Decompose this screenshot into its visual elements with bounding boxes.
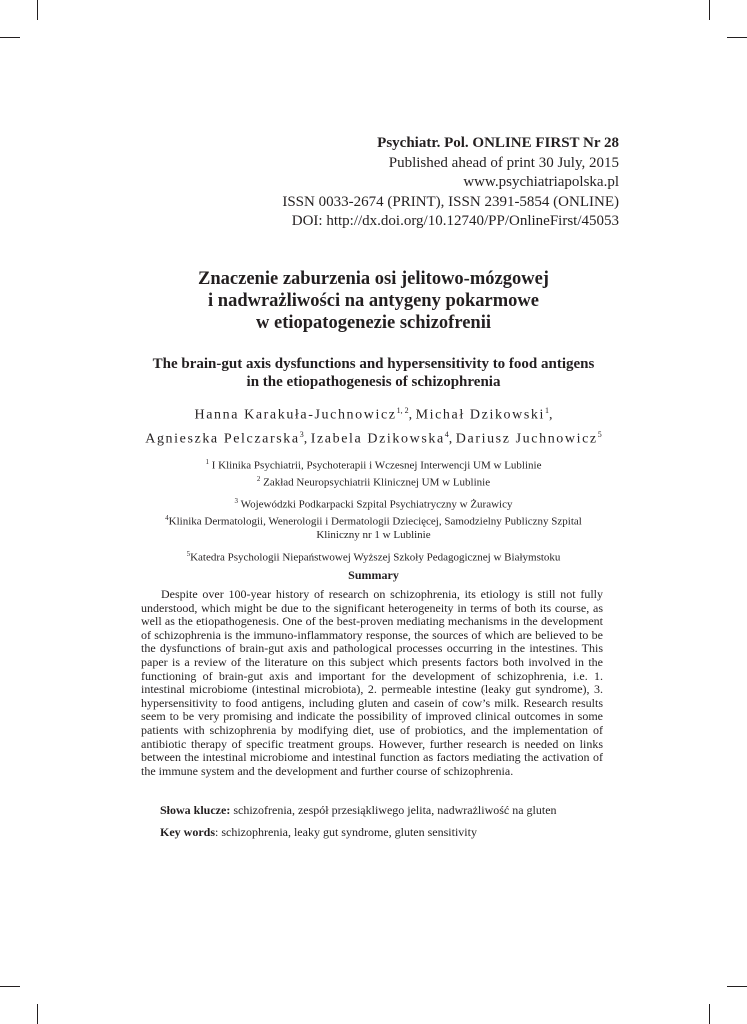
keywords-polish-text: schizofrenia, zespół przesiąkliwego jelita, nadwrażliwość na gluten (230, 803, 557, 817)
affiliation-text: Kliniczny nr 1 w Lublinie (316, 528, 431, 541)
summary-heading: Summary (348, 568, 399, 582)
author-affiliation-ref: 1, 2 (396, 406, 409, 415)
journal-name: Psychiatr. Pol. ONLINE FIRST Nr 28 (377, 135, 619, 151)
author-affiliation-ref: 4 (444, 429, 449, 439)
affiliation-text: Klinika Dermatologii, Wenerologii i Dermatologii Dziecięcej, Samodzielny Publiczny Szpital (168, 515, 582, 528)
author-separator: , (448, 431, 456, 447)
author-name: Agnieszka Pelczarska (145, 431, 300, 447)
crop-mark (0, 37, 20, 38)
affiliation (0, 495, 747, 512)
title-english-line: in the etiopathogenesis of schizophrenia (246, 374, 501, 390)
author-line (0, 425, 747, 449)
author-affiliation-ref: 3 (299, 429, 304, 439)
author-list (0, 401, 747, 448)
summary-text: Despite over 100-year history of research on schizophrenia, its etiology is still not fully understood, which might be due to the significant heterogeneity in terms of both its course, as well as the etiopathogenesis. One of the best-proven mediating mechanisms in the development of schizophrenia is the immuno-inflammatory response, the sources of which are believed to be the dysfunctions of brain-gut axis and pathological processes occurring in the intestines. This paper is a review of the literature on this subject which presents factors both involved in the functioning of brain-gut axis and important for the development of schizophrenia, i.e. 1. intestinal microbiome (intestinal microbiota), 2. permeable intestine (leaky gut syndrome), 3. hypersensitivity to food antigens, including gluten and casein of cow’s milk. Research results seem to be very promising and indicate the possibility of improved clinical outcomes in some patients with schizophrenia by modifying diet, use of probiotics, and the implementation of antibiotic therapy of specific treatment groups. However, further research is needed on links between the intestinal microbiome and intestinal function as factors mediating the activation of the immune system and the development and further course of schizophrenia. (141, 587, 603, 778)
crop-mark (709, 1004, 710, 1024)
keywords-polish (160, 803, 557, 818)
affiliation-number: 4 (165, 513, 169, 522)
affiliation-number: 2 (256, 474, 261, 483)
journal-header (282, 134, 619, 232)
affiliation-text: Wojewódzki Podkarpacki Szpital Psychiatryczny w Żurawicy (240, 498, 513, 511)
author-line (0, 401, 747, 425)
keywords-english (160, 825, 477, 840)
crop-mark (37, 0, 38, 20)
author-separator: , (303, 431, 311, 447)
keywords-english-label: Key words (160, 825, 215, 839)
keywords-polish-label: Słowa klucze: (160, 803, 231, 817)
author-affiliation-ref: 5 (597, 429, 602, 439)
affiliation-number: 1 (205, 458, 210, 466)
publication-date: Published ahead of print 30 July, 2015 (388, 154, 619, 171)
crop-mark (0, 986, 20, 987)
crop-mark (709, 0, 710, 20)
title-english (0, 355, 747, 391)
author-separator: , (408, 407, 416, 423)
crop-mark (727, 37, 747, 38)
affiliation (0, 456, 747, 473)
author-separator: , (549, 407, 553, 423)
affiliation-number: 5 (186, 549, 191, 558)
author-affiliation-ref: 1 (545, 406, 549, 415)
crop-mark (727, 986, 747, 987)
title-polish (0, 268, 747, 334)
title-polish-line: i nadwrażliwości na antygeny pokarmowe (208, 291, 539, 311)
affiliation-text: Katedra Psychologii Niepaństwowej Wyższej Szkoły Pedagogicznej w Białymstoku (190, 551, 561, 564)
author-name: Hanna Karakuła-Juchnowicz (194, 407, 397, 423)
crop-mark (37, 1004, 38, 1024)
keywords-english-text: : schizophrenia, leaky gut syndrome, gluten sensitivity (215, 825, 477, 839)
author-name: Dariusz Juchnowicz (455, 431, 598, 447)
author-name: Izabela Dzikowska (310, 431, 445, 447)
title-polish-line: Znaczenie zaburzenia osi jelitowo-mózgowej (198, 269, 549, 289)
author-name: Michał Dzikowski (415, 407, 545, 423)
doi: DOI: http://dx.doi.org/10.12740/PP/OnlineFirst/45053 (291, 213, 619, 229)
affiliation (0, 548, 747, 565)
affiliation-list (0, 456, 747, 564)
title-polish-line: w etiopatogenezie schizofrenii (256, 313, 491, 333)
journal-website: www.psychiatriapolska.pl (463, 174, 619, 190)
affiliation (0, 473, 747, 490)
affiliation-text: Zakład Neuropsychiatrii Klinicznej UM w Lublinie (263, 476, 491, 489)
affiliation (0, 512, 747, 542)
affiliation-text: I Klinika Psychiatrii, Psychoterapii i Wczesnej Interwencji UM w Lublinie (211, 459, 542, 472)
affiliation-number: 3 (234, 497, 239, 506)
title-english-line: The brain-gut axis dysfunctions and hypersensitivity to food antigens (152, 356, 595, 372)
issn: ISSN 0033-2674 (PRINT), ISSN 2391-5854 (ONLINE) (282, 193, 619, 210)
